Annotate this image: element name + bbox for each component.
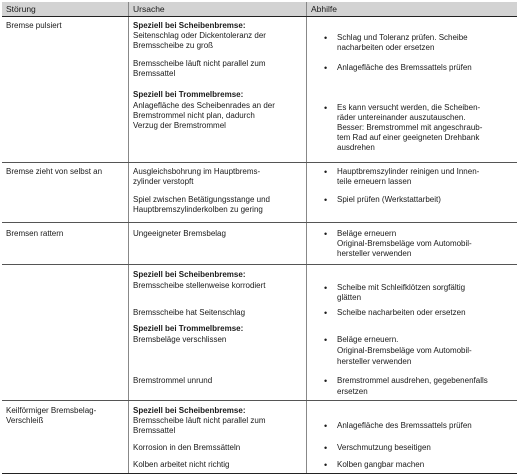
ursache-line: Bremstrommel nicht plan, dadurch <box>133 111 255 120</box>
bullet: • <box>324 103 328 113</box>
abhilfe-line: teile erneuern lassen <box>337 177 412 186</box>
abhilfe-line: räder untereinander auszutauschen. <box>337 113 466 122</box>
header-stoerung: Störung <box>2 2 128 16</box>
header-ursache: Ursache <box>129 2 306 16</box>
ursache-line: Bremsscheibe läuft nicht parallel zum <box>133 59 266 68</box>
abhilfe-line: nacharbeiten oder ersetzen <box>337 43 435 52</box>
column-divider <box>306 2 307 474</box>
abhilfe-line: Kolben gangbar machen <box>337 460 425 469</box>
abhilfe-line: glätten <box>337 293 362 302</box>
ursache-line: Spiel zwischen Betätigungsstange und <box>133 195 270 204</box>
abhilfe-line: Es kann versucht werden, die Scheiben- <box>337 103 481 112</box>
ursache-line: Bremssattel <box>133 69 176 78</box>
abhilfe-line: Anlagefläche des Bremssattels prüfen <box>337 421 472 430</box>
ursache-line: Bremsscheibe stellenweise korrodiert <box>133 281 266 290</box>
column-divider <box>128 2 129 474</box>
ursache-line: zylinder verstopft <box>133 177 194 186</box>
bullet: • <box>324 33 328 43</box>
bullet: • <box>324 460 328 470</box>
abhilfe-line: Scheibe nacharbeiten oder ersetzen <box>337 308 466 317</box>
stoerung-bremse-zieht: Bremse zieht von selbst an <box>6 167 103 176</box>
ursache-line: Anlagefläche des Scheibenrades an der <box>133 101 275 110</box>
table-bottom-border <box>2 473 517 474</box>
ursache-heading-trommelbremse: Speziell bei Trommelbremse: <box>133 90 244 99</box>
ursache-line: Bremsscheibe hat Seitenschlag <box>133 308 246 317</box>
ursache-line: Hauptbremszylinderkolben zu gering <box>133 205 263 214</box>
bullet: • <box>324 443 328 453</box>
ursache-line: Verzug der Bremstrommel <box>133 121 226 130</box>
bullet: • <box>324 167 328 177</box>
ursache-line: Bremsscheibe zu groß <box>133 41 214 50</box>
abhilfe-line: hersteller verwenden <box>337 357 412 366</box>
bullet: • <box>324 335 328 345</box>
abhilfe-line: hersteller verwenden <box>337 249 412 258</box>
abhilfe-line: Original-Bremsbeläge vom Automobil- <box>337 239 472 248</box>
ursache-line: Bremstrommel unrund <box>133 376 213 385</box>
bullet: • <box>324 195 328 205</box>
abhilfe-line: Beläge erneuern. <box>337 335 399 344</box>
bullet: • <box>324 63 328 73</box>
row-divider <box>2 400 517 401</box>
stoerung-keilfoermiger-verschleiss: Verschleiß <box>6 416 44 425</box>
abhilfe-line: ersetzen <box>337 387 368 396</box>
stoerung-keilfoermiger-verschleiss: Keilförmiger Bremsbelag- <box>6 406 97 415</box>
ursache-heading-scheibenbremse: Speziell bei Scheibenbremse: <box>133 270 246 279</box>
abhilfe-line: Schlag und Toleranz prüfen. Scheibe <box>337 33 468 42</box>
bullet: • <box>324 308 328 318</box>
ursache-line: Kolben arbeitet nicht richtig <box>133 460 230 469</box>
abhilfe-line: Hauptbremszylinder reinigen und Innen- <box>337 167 480 176</box>
bullet: • <box>324 376 328 386</box>
abhilfe-line: Verschmutzung beseitigen <box>337 443 431 452</box>
ursache-heading-trommelbremse: Speziell bei Trommelbremse: <box>133 324 244 333</box>
bullet: • <box>324 283 328 293</box>
ursache-line: Ungeeigneter Bremsbelag <box>133 229 226 238</box>
abhilfe-line: Anlagefläche des Bremssattels prüfen <box>337 63 472 72</box>
bullet: • <box>324 229 328 239</box>
row-divider <box>2 16 517 17</box>
abhilfe-line: tem Rad auf einer geeigneten Drehbank <box>337 133 480 142</box>
abhilfe-line: Bremstrommel ausdrehen, gegebenenfalls <box>337 376 488 385</box>
abhilfe-line: Spiel prüfen (Werkstattarbeit) <box>337 195 441 204</box>
abhilfe-line: Original-Bremsbeläge vom Automobil- <box>337 346 472 355</box>
ursache-line: Bremssattel <box>133 426 176 435</box>
ursache-line: Bremsscheibe läuft nicht parallel zum <box>133 416 266 425</box>
row-divider <box>2 264 517 265</box>
row-divider <box>2 222 517 223</box>
abhilfe-line: Scheibe mit Schleifklötzen sorgfältig <box>337 283 466 292</box>
header-abhilfe: Abhilfe <box>307 2 517 16</box>
stoerung-bremsen-rattern: Bremsen rattern <box>6 229 64 238</box>
bullet: • <box>324 421 328 431</box>
troubleshooting-table <box>2 2 517 474</box>
ursache-line: Bremsbeläge verschlissen <box>133 335 227 344</box>
ursache-heading-scheibenbremse: Speziell bei Scheibenbremse: <box>133 406 246 415</box>
abhilfe-line: ausdrehen <box>337 143 375 152</box>
row-divider <box>2 162 517 163</box>
stoerung-bremse-pulsiert: Bremse pulsiert <box>6 21 62 30</box>
ursache-line: Seitenschlag oder Dickentoleranz der <box>133 31 266 40</box>
ursache-line: Korrosion in den Bremssätteln <box>133 443 241 452</box>
abhilfe-line: Besser: Bremstrommel mit angeschraub- <box>337 123 483 132</box>
ursache-heading-scheibenbremse: Speziell bei Scheibenbremse: <box>133 21 246 30</box>
abhilfe-line: Beläge erneuern <box>337 229 397 238</box>
ursache-line: Ausgleichsbohrung im Hauptbrems- <box>133 167 261 176</box>
